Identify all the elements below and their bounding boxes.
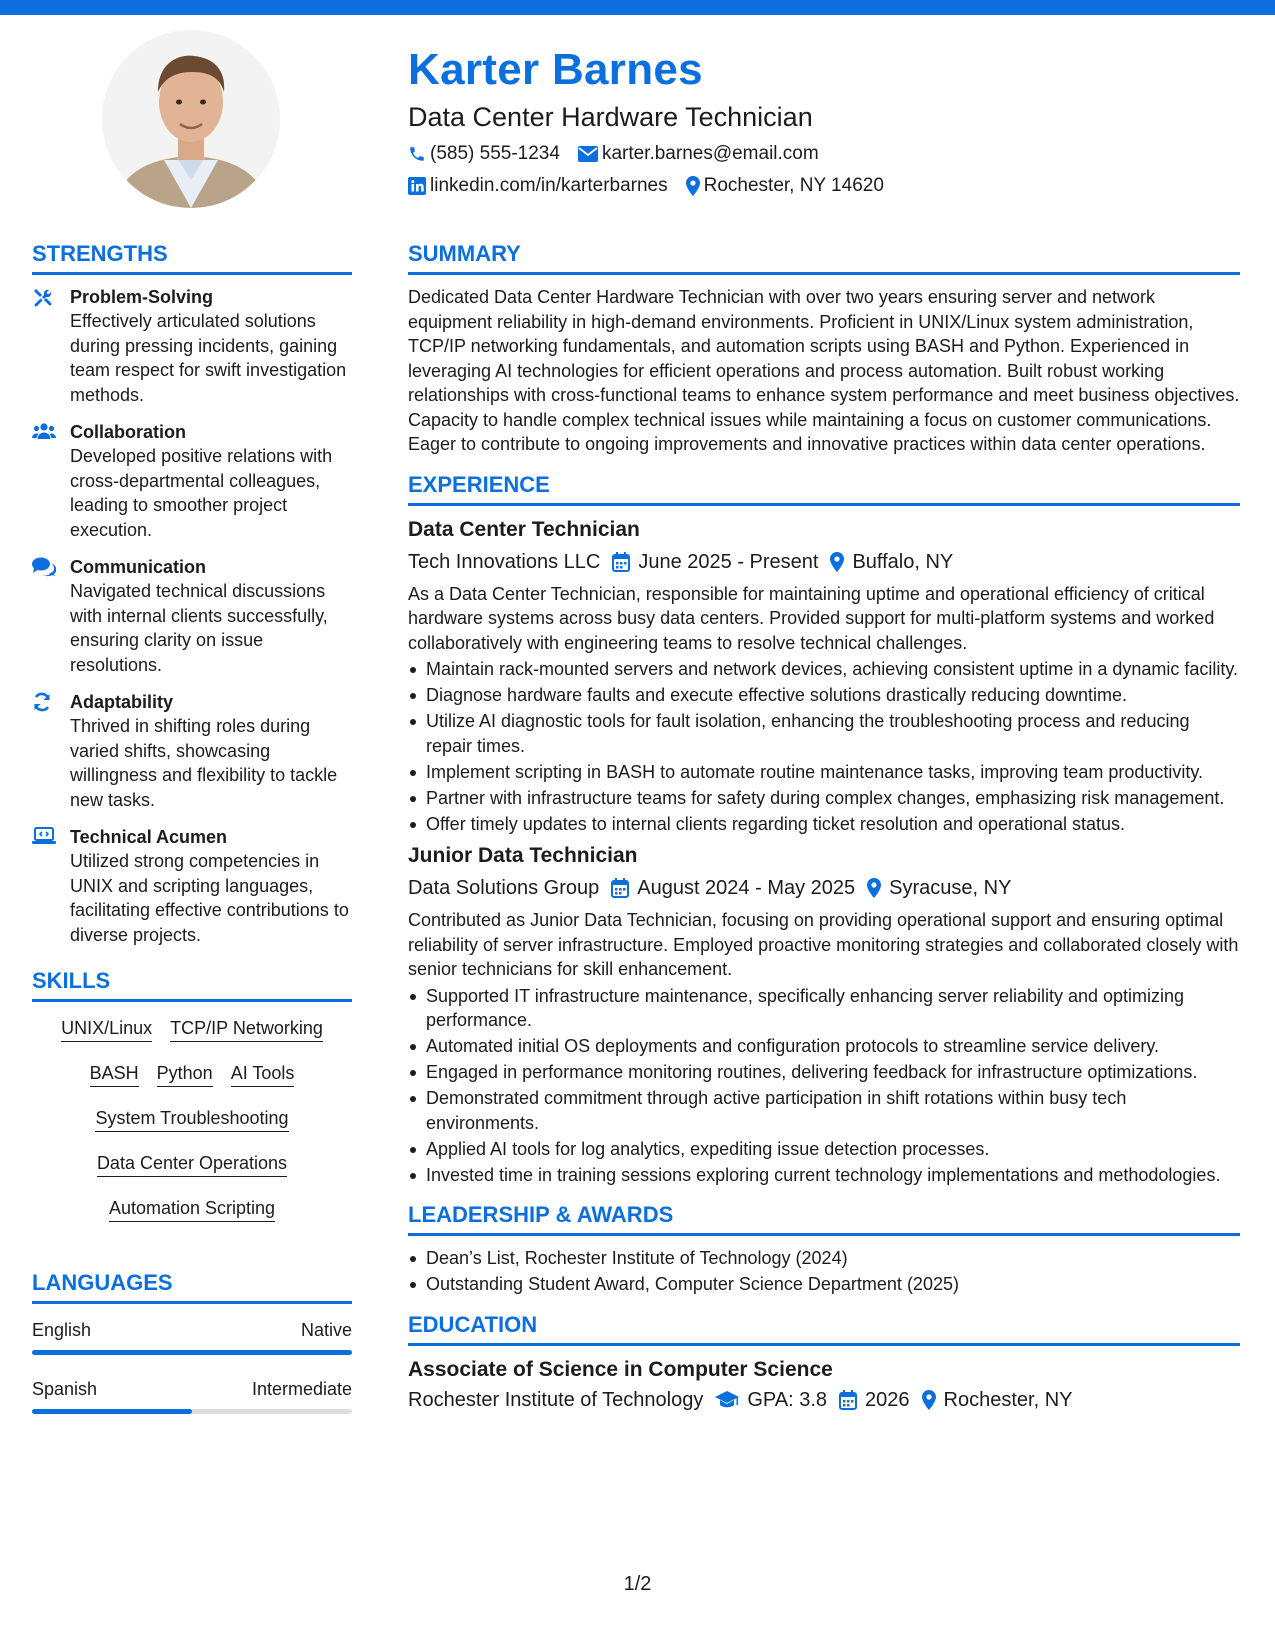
candidate-name: Karter Barnes [408, 45, 703, 94]
tools-icon [32, 287, 52, 307]
strength-description: Utilized strong competencies in UNIX and scripting languages, facilitating effective contributions to diverse projects. [70, 851, 349, 945]
calendar-icon [611, 878, 629, 898]
language-item [32, 1318, 352, 1355]
gpa-text: GPA: 3.8 [747, 1388, 828, 1411]
skill-tag: Python [157, 1061, 213, 1087]
job-meta [408, 548, 1240, 576]
sync-icon [32, 692, 52, 712]
awards-list [408, 1246, 1240, 1297]
skill-tag: UNIX/Linux [61, 1016, 152, 1042]
strength-description: Thrived in shifting roles during varied shifts, showcasing willingness and flexibility to tackle new tasks. [70, 716, 338, 810]
strength-title: Problem-Solving [70, 287, 214, 307]
strength-item [32, 285, 352, 407]
education-meta [408, 1386, 1240, 1414]
bullet-item: Applied AI tools for log analytics, expediting issue detection processes. [408, 1137, 1240, 1162]
bullet-item: Maintain rack-mounted servers and network devices, achieving consistent uptime in a dynamic facility. [408, 657, 1240, 682]
contact-row-2 [408, 174, 1238, 198]
chat-icon [32, 557, 56, 577]
users-icon [32, 422, 56, 440]
job-dates: August 2024 - May 2025 [637, 877, 856, 899]
strength-title: Collaboration [70, 422, 186, 442]
map-pin-icon [922, 1390, 936, 1410]
job-bullets [408, 657, 1240, 836]
skill-tag: TCP/IP Networking [170, 1016, 323, 1042]
email-text: karter.barnes@email.com [601, 143, 819, 164]
phone-text: (585) 555-1234 [430, 143, 560, 164]
job-title: Data Center Technician [408, 517, 640, 541]
skill-tag: BASH [90, 1061, 139, 1087]
strength-title: Adaptability [70, 692, 174, 712]
envelope-icon [578, 146, 598, 162]
top-accent-bar [0, 0, 1275, 15]
experience-heading: EXPERIENCE [408, 471, 1240, 506]
job-title: Junior Data Technician [408, 844, 638, 867]
summary-text: Dedicated Data Center Hardware Technician with over two years ensuring server and network equipment reliability in high-demand environments. Proficient in UNIX/Linux system administration, TCP/IP networking fundamentals, and automation scripts using BASH and Python. Experienced in leveraging AI technologies for efficient operations and process automation. Built robust working relationships with cross-functional teams to enhance system performance and meet business objectives. Capacity to handle complex technical issues while maintaining a focus on customer communications. Eager to contribute to ongoing improvements and innovative practices within data center operations. [408, 287, 1240, 454]
proficiency-fill [32, 1409, 192, 1414]
strength-item [32, 825, 352, 947]
job-dates: June 2025 - Present [638, 550, 819, 573]
proficiency-bar [32, 1409, 352, 1414]
award-item: Outstanding Student Award, Computer Science Department (2025) [408, 1272, 1240, 1297]
graduation-year: 2026 [865, 1388, 910, 1411]
bullet-item: Automated initial OS deployments and configuration protocols to streamline service delivery. [408, 1034, 1240, 1059]
job-description: Contributed as Junior Data Technician, focusing on providing operational support and ensuring optimal reliability of server infrastructure. Employed proactive monitoring strategies and collaborated closely with senior technicians for skill enhancement. [408, 910, 1239, 979]
strength-description: Developed positive relations with cross-departmental colleagues, leading to smoother project execution. [70, 446, 333, 540]
language-item [32, 1377, 352, 1414]
calendar-icon [612, 552, 630, 572]
strength-description: Effectively articulated solutions during pressing incidents, gaining team respect for swift investigation methods. [70, 311, 347, 405]
strength-title: Communication [70, 557, 207, 577]
bullet-item: Diagnose hardware faults and execute effective solutions drastically reducing downtime. [408, 683, 1240, 708]
location-contact [686, 174, 884, 198]
skill-tag: Data Center Operations [97, 1151, 287, 1177]
job-location: Syracuse, NY [889, 877, 1012, 899]
language-name: Spanish [32, 1379, 98, 1399]
map-pin-icon [867, 878, 881, 898]
bullet-item: Demonstrated commitment through active participation in shift rotations within busy tech environments. [408, 1086, 1240, 1135]
job-bullets [408, 984, 1240, 1188]
page-number: 1/2 [623, 1573, 652, 1595]
phone-icon [408, 145, 426, 163]
language-level: Intermediate [251, 1379, 352, 1399]
job-entry [408, 842, 1240, 1187]
award-item: Dean’s List, Rochester Institute of Technology (2024) [408, 1246, 1240, 1271]
degree-title: Associate of Science in Computer Science [408, 1357, 833, 1381]
language-level: Native [300, 1320, 352, 1340]
bullet-item: Invested time in training sessions exploring current technology implementations and methodologies. [408, 1163, 1240, 1188]
language-name: English [32, 1320, 92, 1340]
job-location: Buffalo, NY [852, 550, 954, 573]
bullet-item: Partner with infrastructure teams for safety during complex changes, emphasizing risk management. [408, 786, 1240, 811]
strength-description: Navigated technical discussions with internal clients successfully, ensuring clarity on issue resolutions. [70, 581, 328, 675]
summary-heading: SUMMARY [408, 240, 1240, 275]
company-name: Tech Innovations LLC [408, 550, 601, 573]
map-pin-icon [686, 176, 700, 196]
graduation-cap-icon [715, 1391, 739, 1409]
strength-item [32, 420, 352, 542]
profile-photo [102, 30, 280, 208]
job-entry [408, 516, 1240, 837]
bullet-item: Supported IT infrastructure maintenance, specifically enhancing server reliability and optimizing performance. [408, 984, 1240, 1033]
proficiency-fill [32, 1350, 352, 1355]
job-title-headline: Data Center Hardware Technician [408, 102, 813, 132]
linkedin-text: linkedin.com/in/karterbarnes [430, 175, 668, 196]
right-column [408, 240, 1240, 1420]
job-description: As a Data Center Technician, responsible for maintaining uptime and operational efficiency of critical hardware systems across busy data centers. Provided support for multi-platform systems and worked collaboratively with engineering teams to resolve technical challenges. [408, 583, 1215, 653]
bullet-item: Offer timely updates to internal clients regarding ticket resolution and operational status. [408, 812, 1240, 837]
phone-contact[interactable] [408, 142, 560, 166]
skill-tag: AI Tools [231, 1061, 295, 1087]
bullet-item: Utilize AI diagnostic tools for fault isolation, enhancing the troubleshooting process and reducing repair times. [408, 709, 1240, 758]
strength-item [32, 690, 352, 812]
location-text: Rochester, NY 14620 [703, 175, 884, 196]
left-column [32, 240, 352, 1436]
map-pin-icon [830, 552, 844, 572]
company-name: Data Solutions Group [408, 877, 600, 899]
strength-item [32, 555, 352, 677]
skills-list [32, 1016, 352, 1241]
email-contact[interactable] [578, 142, 819, 166]
laptop-code-icon [32, 827, 56, 845]
resume-header [408, 42, 1238, 198]
strength-title: Technical Acumen [70, 827, 228, 847]
awards-heading: LEADERSHIP & AWARDS [408, 1201, 1240, 1236]
education-heading: EDUCATION [408, 1311, 1240, 1346]
skill-tag: System Troubleshooting [95, 1106, 288, 1132]
strengths-heading: STRENGTHS [32, 240, 352, 275]
contact-row-1 [408, 142, 1238, 166]
school-name: Rochester Institute of Technology [408, 1388, 704, 1411]
calendar-icon [839, 1390, 857, 1410]
education-location: Rochester, NY [943, 1388, 1073, 1411]
job-meta [408, 874, 1240, 902]
bullet-item: Engaged in performance monitoring routines, delivering feedback for infrastructure optimizations. [408, 1060, 1240, 1085]
languages-heading: LANGUAGES [32, 1269, 352, 1304]
linkedin-icon [408, 177, 426, 195]
skill-tag: Automation Scripting [109, 1196, 275, 1222]
skills-heading: SKILLS [32, 967, 352, 1002]
linkedin-contact[interactable] [408, 174, 668, 198]
bullet-item: Implement scripting in BASH to automate routine maintenance tasks, improving team productivity. [408, 760, 1240, 785]
proficiency-bar [32, 1350, 352, 1355]
